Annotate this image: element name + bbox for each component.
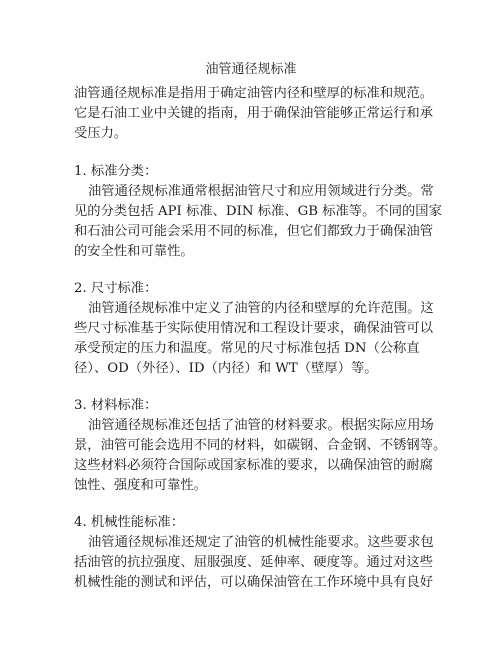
section-heading: 3. 材料标准： bbox=[74, 398, 158, 413]
section-heading: 2. 尺寸标准： bbox=[74, 281, 158, 296]
section-line: 括油管的抗拉强度、屈服强度、延伸率、硬度等。通过对这些 bbox=[74, 555, 434, 570]
section-line: 和石油公司可能会采用不同的标准，但它们都致力于确保油管 bbox=[74, 224, 434, 239]
section-line: 油管通径规标准通常根据油管尺寸和应用领域进行分类。常 bbox=[88, 184, 434, 199]
section-line: 油管通径规标准还规定了油管的机械性能要求。这些要求包 bbox=[88, 535, 434, 550]
section-line: 蚀性、强度和可靠性。 bbox=[74, 478, 207, 493]
intro-line: 受压力。 bbox=[74, 126, 128, 141]
section-line: 机械性能的测试和评估，可以确保油管在工作环境中具有良好 bbox=[74, 575, 434, 590]
section-line: 油管通径规标准还包括了油管的材料要求。根据实际应用场 bbox=[88, 418, 434, 433]
document-title: 油管通径规标准 bbox=[205, 62, 297, 77]
section-heading: 4. 机械性能标准： bbox=[74, 515, 184, 530]
section-line: 见的分类包括 API 标准、DIN 标准、GB 标准等。不同的国家 bbox=[74, 204, 442, 219]
section-line: 油管通径规标准中定义了油管的内径和壁厚的允许范围。这 bbox=[88, 301, 434, 316]
section-line: 些尺寸标准基于实际使用情况和工程设计要求，确保油管可以 bbox=[74, 321, 434, 336]
intro-line: 油管通径规标准是指用于确定油管内径和壁厚的标准和规范。 bbox=[74, 86, 434, 101]
section-heading: 1. 标准分类： bbox=[74, 164, 158, 179]
section-line: 承受预定的压力和温度。常见的尺寸标准包括 DN（公称直 bbox=[74, 341, 420, 356]
section-line: 景，油管可能会选用不同的材料，如碳钢、合金钢、不锈钢等。 bbox=[74, 438, 447, 453]
section-line: 这些材料必须符合国际或国家标准的要求，以确保油管的耐腐 bbox=[74, 458, 434, 473]
section-line: 的安全性和可靠性。 bbox=[74, 244, 194, 259]
intro-line: 它是石油工业中关键的指南，用于确保油管能够正常运行和承 bbox=[74, 106, 434, 121]
section-line: 径）、OD（外径）、ID（内径）和 WT（壁厚）等。 bbox=[74, 361, 378, 376]
